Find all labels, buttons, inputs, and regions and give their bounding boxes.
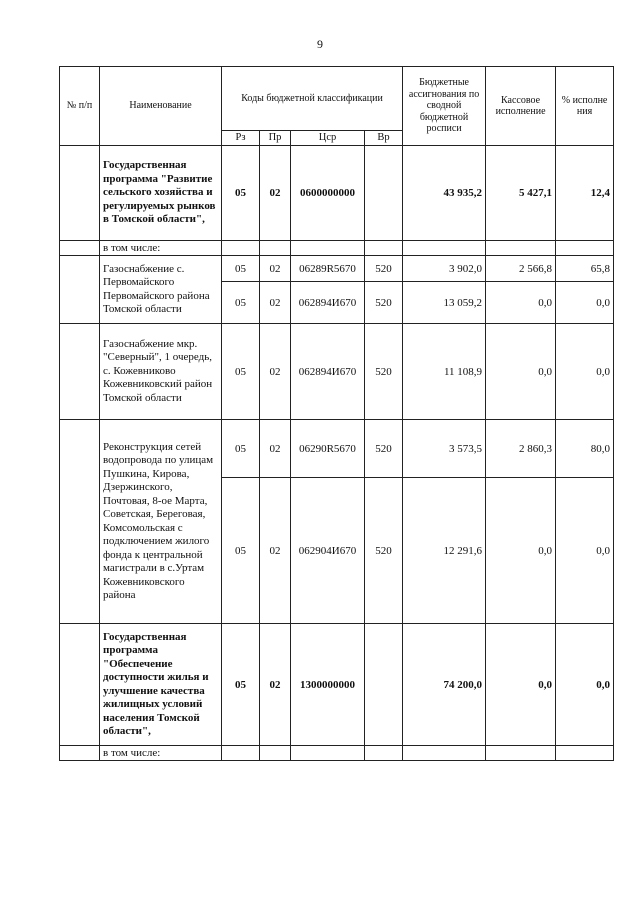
pr-cell: 02 (260, 324, 291, 420)
cash-cell: 0,0 (486, 478, 556, 624)
item-name: Реконструкция сетей водопровода по улицам Пушкина, Кирова, Дзержинского, Почтовая, 8-ое Марта, Советская, Береговая, Комсомольская с подключением жилого фонда к центральной магистрали в с.Уртам Кожевниковского района (100, 420, 222, 624)
program-name: Государственная программа "Обеспечение доступности жилья и улучшение качества жилищных условий населения Томской области", (100, 624, 222, 746)
rz-cell: 05 (222, 478, 260, 624)
csr-cell: 0600000000 (291, 146, 365, 241)
header-csr: Цср (291, 131, 365, 146)
rz-cell: 05 (222, 624, 260, 746)
cash-cell: 0,0 (486, 324, 556, 420)
csr-cell: 062904И670 (291, 478, 365, 624)
vr-cell: 520 (365, 420, 403, 478)
header-codes: Коды бюджетной классификации (222, 67, 403, 131)
pr-cell: 02 (260, 624, 291, 746)
cash-cell: 0,0 (486, 282, 556, 324)
rz-cell: 05 (222, 324, 260, 420)
vr-cell (365, 146, 403, 241)
vr-cell: 520 (365, 282, 403, 324)
allocation-cell: 74 200,0 (403, 624, 486, 746)
rz-cell: 05 (222, 256, 260, 282)
vr-cell (365, 624, 403, 746)
item-name: Газоснабжение с. Первомайского Первомайского района Томской области (100, 256, 222, 324)
table-row (60, 146, 614, 241)
item-name: Газоснабжение мкр. "Северный", 1 очередь, с. Кожевниково Кожевниковский район Томской области (100, 324, 222, 420)
vr-cell: 520 (365, 324, 403, 420)
percent-cell: 0,0 (556, 478, 614, 624)
header-cash: Кассовое исполнение (486, 67, 556, 146)
row-number (60, 146, 100, 241)
table-row (60, 420, 614, 478)
csr-cell: 06289R5670 (291, 256, 365, 282)
cash-cell: 2 566,8 (486, 256, 556, 282)
including-label: в том числе: (100, 241, 222, 256)
table-row (60, 324, 614, 420)
pr-cell: 02 (260, 478, 291, 624)
rz-cell: 05 (222, 146, 260, 241)
allocation-cell: 3 573,5 (403, 420, 486, 478)
allocation-cell: 12 291,6 (403, 478, 486, 624)
vr-cell: 520 (365, 478, 403, 624)
program-name: Государственная программа "Развитие сельского хозяйства и регулируемых рынков в Томской области", (100, 146, 222, 241)
allocation-cell: 13 059,2 (403, 282, 486, 324)
header-rz: Рз (222, 131, 260, 146)
cash-cell: 2 860,3 (486, 420, 556, 478)
percent-cell: 12,4 (556, 146, 614, 241)
row-number (60, 624, 100, 746)
percent-cell: 80,0 (556, 420, 614, 478)
pr-cell: 02 (260, 256, 291, 282)
cash-cell: 0,0 (486, 624, 556, 746)
allocation-cell: 3 902,0 (403, 256, 486, 282)
page-number: 9 (317, 37, 323, 51)
csr-cell: 1300000000 (291, 624, 365, 746)
rz-cell: 05 (222, 282, 260, 324)
pr-cell: 02 (260, 420, 291, 478)
csr-cell: 062894И670 (291, 324, 365, 420)
header-allocations: Бюджетные ассигнования по сводной бюджетной росписи (403, 67, 486, 146)
percent-cell: 0,0 (556, 324, 614, 420)
header-vr: Вр (365, 131, 403, 146)
percent-cell: 0,0 (556, 282, 614, 324)
pr-cell: 02 (260, 146, 291, 241)
table-row (60, 624, 614, 746)
csr-cell: 06290R5670 (291, 420, 365, 478)
table-row (60, 256, 614, 282)
header-name: Наименование (100, 67, 222, 146)
including-label: в том числе: (100, 746, 222, 761)
header-num: № п/п (60, 67, 100, 146)
percent-cell: 0,0 (556, 624, 614, 746)
vr-cell: 520 (365, 256, 403, 282)
cash-cell: 5 427,1 (486, 146, 556, 241)
budget-execution-table (59, 66, 614, 761)
allocation-cell: 11 108,9 (403, 324, 486, 420)
header-pr: Пр (260, 131, 291, 146)
header-percent: % исполне ния (556, 67, 614, 146)
csr-cell: 062894И670 (291, 282, 365, 324)
table-row (60, 241, 614, 256)
pr-cell: 02 (260, 282, 291, 324)
percent-cell: 65,8 (556, 256, 614, 282)
rz-cell: 05 (222, 420, 260, 478)
allocation-cell: 43 935,2 (403, 146, 486, 241)
table-row (60, 746, 614, 761)
